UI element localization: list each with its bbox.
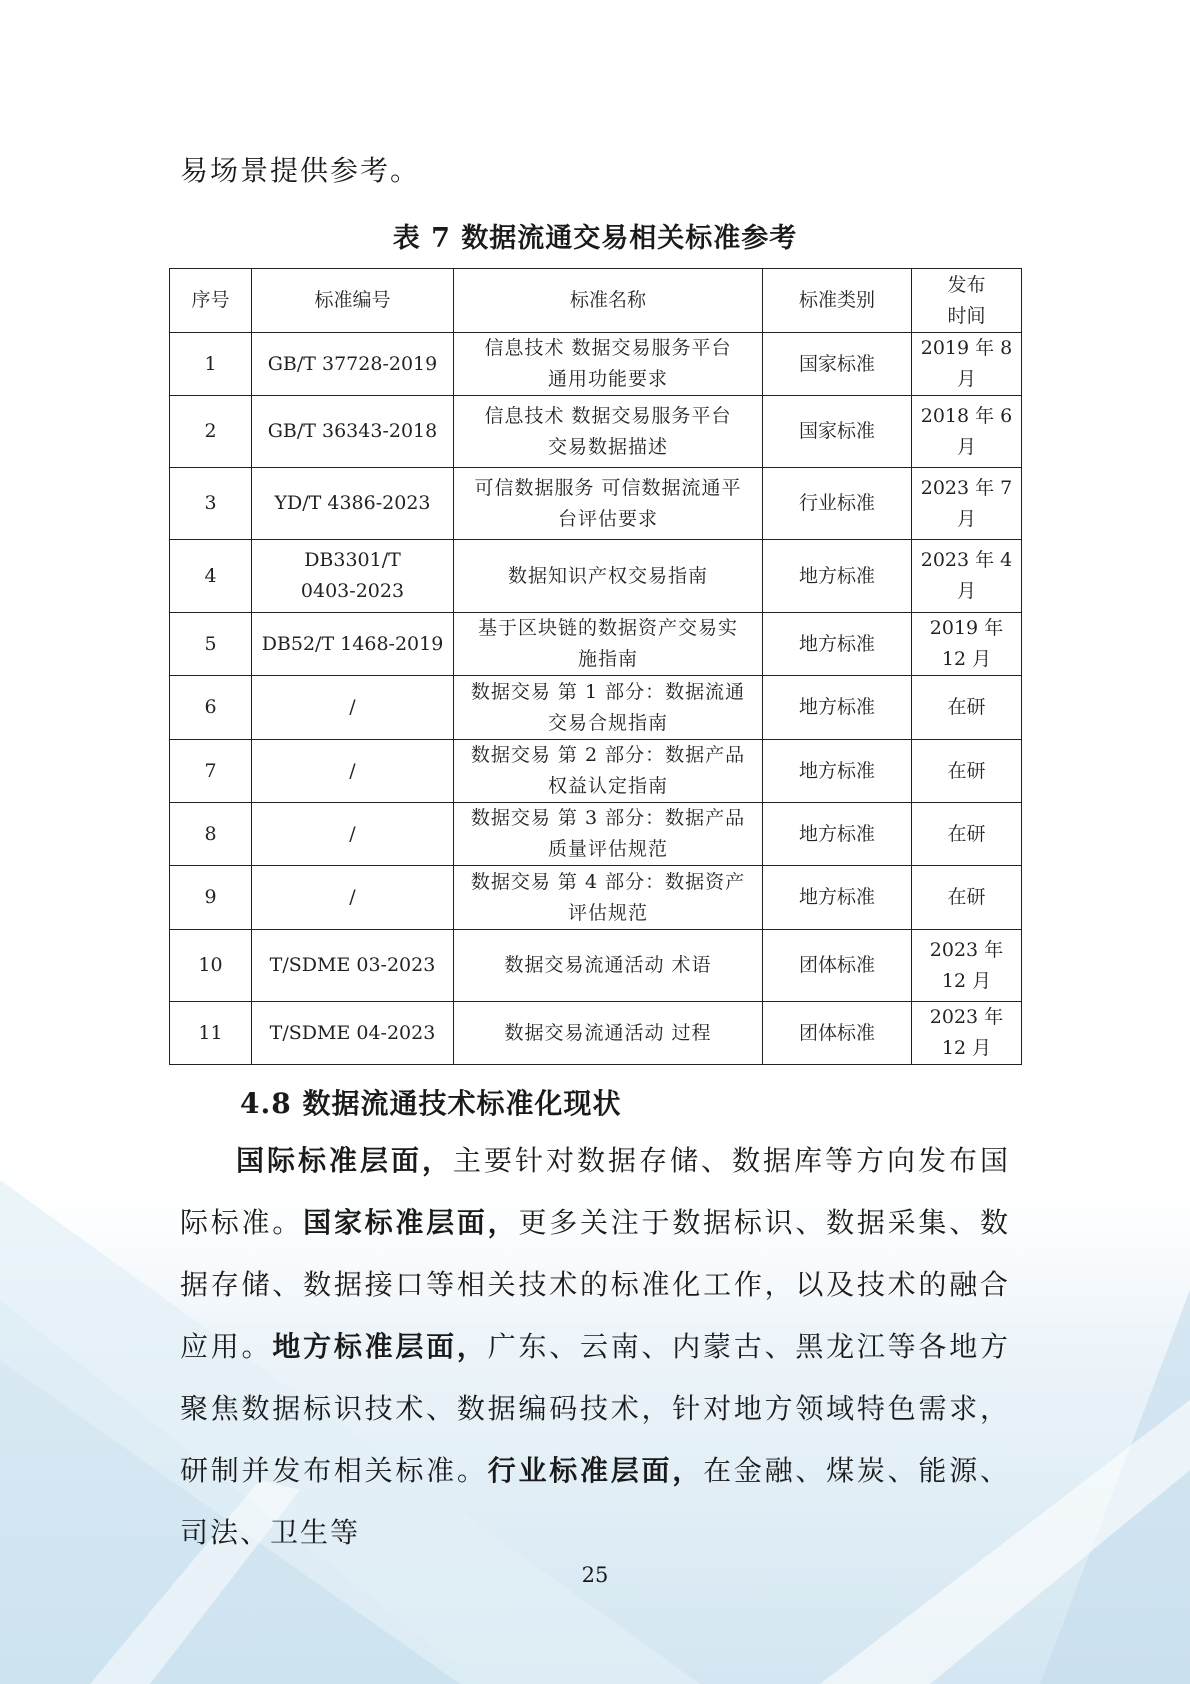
cell-code: YD/T 4386-2023 [252,468,454,540]
cell-category: 地方标准 [763,676,912,740]
cell-code: / [252,740,454,803]
cell-category: 地方标准 [763,540,912,613]
cell-seq: 4 [170,540,252,613]
cell-category: 地方标准 [763,866,912,930]
cell-category: 团体标准 [763,930,912,1002]
cell-category: 国家标准 [763,396,912,468]
cell-code: DB3301/T 0403-2023 [252,540,454,613]
cell-code: GB/T 37728-2019 [252,333,454,396]
cell-code: T/SDME 04-2023 [252,1002,454,1065]
cell-code: / [252,803,454,866]
cell-name: 信息技术 数据交易服务平台 交易数据描述 [454,396,763,468]
table-row [170,613,1022,676]
cell-category: 地方标准 [763,613,912,676]
cell-name: 数据交易 第 1 部分：数据流通 交易合规指南 [454,676,763,740]
intl-standard-label: 国际标准层面， [236,1144,453,1177]
table-row [170,803,1022,866]
cell-code: T/SDME 03-2023 [252,930,454,1002]
national-standard-text: 更多关注于数据标识、数据采集、数据存储、数据接口等相关技术的标准化工作，以及技术的融合应用。 [180,1206,1010,1363]
cell-seq: 3 [170,468,252,540]
cell-date: 2023 年 4 月 [912,540,1022,613]
cell-category: 行业标准 [763,468,912,540]
industry-standard-text: 在金融、煤炭、能源、司法、卫生等 [180,1454,1010,1549]
cell-date: 在研 [912,740,1022,803]
cell-date: 2023 年 12 月 [912,930,1022,1002]
table-row [170,676,1022,740]
table-caption: 表 7 数据流通交易相关标准参考 [392,223,798,254]
cell-seq: 6 [170,676,252,740]
table-header-row [170,269,1022,333]
cell-code: / [252,866,454,930]
header-date: 发布 时间 [912,269,1022,333]
cell-date: 2019 年 8 月 [912,333,1022,396]
section-heading: 4.8 数据流通技术标准化现状 [240,1087,622,1120]
cell-date: 在研 [912,866,1022,930]
cell-name: 数据交易 第 3 部分：数据产品 质量评估规范 [454,803,763,866]
local-standard-label: 地方标准层面， [272,1330,488,1363]
cell-seq: 8 [170,803,252,866]
cell-seq: 1 [170,333,252,396]
header-seq: 序号 [170,269,252,333]
table-row [170,396,1022,468]
cell-seq: 9 [170,866,252,930]
cell-date: 2018 年 6 月 [912,396,1022,468]
cell-seq: 11 [170,1002,252,1065]
table-row [170,866,1022,930]
cell-name: 数据知识产权交易指南 [454,540,763,613]
industry-standard-label: 行业标准层面， [487,1454,704,1487]
header-name: 标准名称 [454,269,763,333]
cell-date: 在研 [912,803,1022,866]
cell-code: DB52/T 1468-2019 [252,613,454,676]
cell-date: 2023 年 7 月 [912,468,1022,540]
table-row [170,468,1022,540]
cell-category: 团体标准 [763,1002,912,1065]
cell-date: 在研 [912,676,1022,740]
table-row [170,540,1022,613]
standards-table [169,268,1022,1065]
lead-text: 易场景提供参考。 [180,154,421,187]
cell-category: 地方标准 [763,803,912,866]
local-standard-text: 广东、云南、内蒙古、黑龙江等各地方聚焦数据标识技术、数据编码技术，针对地方领域特色需求，研制并发布相关标准。 [180,1330,1010,1487]
cell-date: 2019 年 12 月 [912,613,1022,676]
table-row [170,740,1022,803]
intl-standard-text: 主要针对数据存储、数据库等方向发布国际标准。 [180,1144,1010,1239]
cell-code: / [252,676,454,740]
cell-seq: 5 [170,613,252,676]
page-number: 25 [581,1563,609,1587]
cell-seq: 7 [170,740,252,803]
cell-name: 基于区块链的数据资产交易实 施指南 [454,613,763,676]
table-row [170,930,1022,1002]
cell-category: 国家标准 [763,333,912,396]
cell-name: 数据交易流通活动 术语 [454,930,763,1002]
cell-code: GB/T 36343-2018 [252,396,454,468]
cell-name: 可信数据服务 可信数据流通平 台评估要求 [454,468,763,540]
header-category: 标准类别 [763,269,912,333]
cell-name: 信息技术 数据交易服务平台 通用功能要求 [454,333,763,396]
cell-date: 2023 年 12 月 [912,1002,1022,1065]
cell-seq: 10 [170,930,252,1002]
national-standard-label: 国家标准层面， [303,1206,519,1239]
cell-name: 数据交易 第 2 部分：数据产品 权益认定指南 [454,740,763,803]
table-row [170,333,1022,396]
table-row [170,1002,1022,1065]
cell-name: 数据交易流通活动 过程 [454,1002,763,1065]
cell-seq: 2 [170,396,252,468]
cell-category: 地方标准 [763,740,912,803]
body-paragraph [180,1130,1010,1564]
header-code: 标准编号 [252,269,454,333]
cell-name: 数据交易 第 4 部分：数据资产 评估规范 [454,866,763,930]
